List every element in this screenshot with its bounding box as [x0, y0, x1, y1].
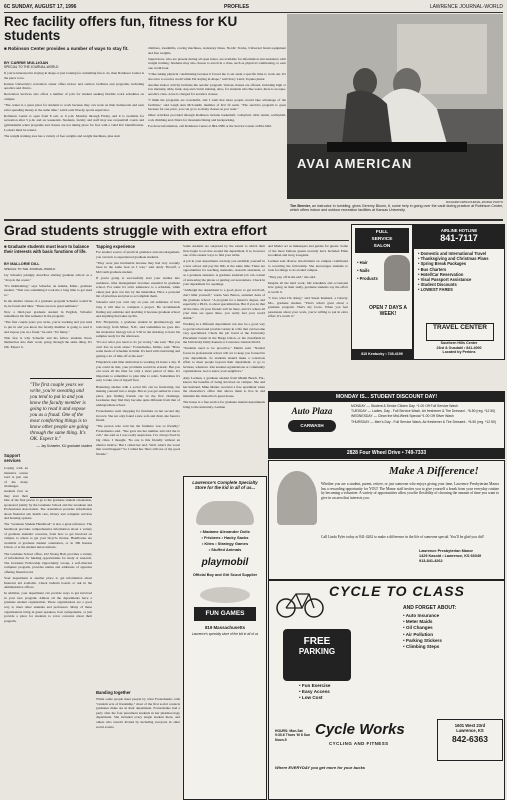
subhead-support-services: Support services	[4, 453, 21, 463]
paragraph: Other activities provided through Robinson include basketball, volleyball, table tennis, walleyball, rock climbing and clinics for mountain biking and backpacking.	[148, 113, 286, 122]
paragraph: "I love what I'm doing," said Susan Kushard, a Liberty, Mo., graduate student. "That's what's great about a graduate program. That's my focus. When you feel passionate about your work, you're willing to put in extra effort. It's worth it."	[268, 295, 348, 319]
volunteer-photo	[277, 471, 317, 525]
travel-service-item: • Visa/ Passport Assistance	[418, 277, 472, 283]
carwash-special: MONDAY — Student & Senior Citizen Day. *1.00 Off Full Service Wash	[351, 404, 458, 408]
story1-byline: BY CARRIE MULLIGAN	[4, 60, 49, 65]
free-parking-line1: FREE	[303, 636, 331, 647]
travel-service-item: • Domestic and International Travel	[418, 251, 487, 256]
paragraph: If you're going to successfully start your studies into residence, time management becomes essential in graduate school. For some it's strict adherence to a schedule, while others just plan can live by the timetables. Have a personal list of priorities and plan to accomplish them.	[96, 275, 180, 299]
toy-store-slogan: Lawrence's specialty store of the kid in all of us	[191, 632, 259, 636]
paragraph: Jay Schaefer jokingly describes starting graduate school as a "drop in the ocean."	[4, 273, 92, 282]
paragraph: Some students are surprised by the extent to which their lives begin to revolve around the department. It is, however one of the easiest ways to find your niche.	[183, 244, 265, 258]
paragraph: In the smaller classes of a graduate program Schaefer would be in, he found and likes. "These are now great seminars."	[4, 298, 92, 308]
paragraph: Recreation Services also offers a number of jobs for student seeking flexible work schedules on campus.	[4, 92, 144, 101]
fun-games-logo: FUN GAMES	[194, 607, 256, 621]
bicycle-illustration	[275, 585, 325, 619]
forget-item: • Air Pollution	[403, 631, 434, 637]
airline-hotline-header	[414, 225, 504, 249]
paragraph: "It's intimidating," says Schaefer, an Adams, Minn., graduate student. "That was something it took me a long time to get used to."	[4, 283, 92, 297]
travel-service-item: • Thanksgiving and Christmas Plans	[418, 256, 489, 262]
travel-service-item: • Bus Charters	[418, 266, 447, 272]
paragraph: Another indoor activity includes the aerobic program. Various classes are offered, including high or low intensity, slide, funk, step and circuit training. Also, for students who like water, there is an aqua-aerobics class. A fee is charged for aerobics classes.	[148, 82, 286, 96]
paragraph: The weight training area has a variety of free weights and weight machines, plus stair	[4, 133, 120, 138]
travel-service-item: • Spring Break Packages	[418, 261, 467, 267]
salon-service-item: • Nails	[357, 268, 370, 273]
photo-caption	[290, 204, 503, 218]
caption-name: Tim Bernier,	[290, 204, 311, 208]
paragraph: "The person who sold me the furniture was so friendly," Fornschenko said. "She gave me her number and told me to call," she said as I was really suspicious. I've always lived in big cities. I thought, 'No one is this friendly without an ulterior motive.' But I called her and, 'Well, what's the worst that could happen?' So I called her. She's still one of my good friends."	[96, 424, 180, 456]
pull-quote-attribution: — Jay Schaefer, KU graduate student	[36, 444, 92, 448]
travel-location-line: Located by Perkins	[442, 350, 476, 355]
paragraph: Amy Lerman, a graduate student from Miami Beach, Fla., knows the benefits of being involved on campus. She and her husband, Mike Mader, received a free apartment when the chancellor's office that allows them to live in and maintain the chancellor's guest house.	[183, 375, 265, 398]
student-discount-banner: MONDAY IS... STUDENT DISCOUNT DAY!	[269, 392, 504, 402]
story2-column-1-narrow	[4, 466, 28, 498]
paragraph: Despite all the hard work, full schedules and occasional how going on their study, graduate students say the effort is worth it.	[268, 280, 348, 294]
toy-product-item: • Frisbees • Hacky Sacks	[201, 535, 249, 540]
free-parking-sign	[283, 629, 351, 681]
salon-service-item: • Products	[357, 276, 378, 281]
story2-column-3	[183, 244, 265, 472]
salon-title-line: SERVICE	[371, 237, 393, 242]
volunteer-call-text: Call Linda Fyler today at 841-4262 to make a difference in the life of someone special. You'll be glad you did!	[321, 535, 484, 539]
carwash-special: WEDNESDAY — Clean the Mid-Week Special *1.00 Off Silver Wash	[351, 414, 454, 419]
make-a-difference-title: Make A Difference!	[389, 465, 479, 477]
paragraph: Lerman said diverse involvement on campus contributed to receiving the fellowship. She encourages students to look for things to do around campus.	[268, 259, 348, 273]
photo-credit: RICHARD GWIN/JOURNAL-WORLD PHOTO	[446, 200, 503, 204]
volunteer-body-text: Whether you are a student, parent, retiree, or just someone who enjoys giving your time, Lawrence Presbyterian Manor has a rewarding opportunity for YOU! The Manor staff invites you to give yourself a break from your everyday routine by becoming a volunteer. A variety of opportunities allow you the flexibility of choosing the amount of time you want to give in an area that interests you.	[321, 482, 499, 500]
toy-product-item: • Madame Alexander Dolls	[200, 529, 250, 534]
paragraph: Working in a different department can also be a good way to get involved and provide variety in a life that can become very specialized. Check the job board at the University Placement Center in the Burge Union, or the classifieds in the University Daily Kansan or Lawrence Journal-World.	[183, 322, 265, 345]
benefit-item: • Low Cost	[299, 695, 323, 700]
forget-item: • Auto Insurance	[403, 613, 440, 618]
paragraph: Eric Fitzpatrick, a graduate student in pharmacology and toxicology from Minot, N.D., said sometimes he goes into the molecular biology lab at 5:30 in the morning to have his samples ready for the afternoon.	[96, 320, 180, 339]
story2-credit: SPECIAL TO THE JOURNAL-WORLD	[4, 267, 56, 271]
story1-column-1	[4, 71, 144, 218]
salon-model-photo	[384, 255, 410, 291]
salon-services	[357, 259, 387, 283]
photo-illustration	[287, 14, 503, 199]
story1-deck: ■ Robinson Center provides a number of ways to stay fit.	[4, 46, 129, 51]
subhead-banding-together: Banding together	[96, 690, 131, 695]
paragraph: The house is a free service for graduate student departments bring to the university. Lerman	[183, 400, 265, 409]
manor-contact	[419, 549, 501, 563]
cycling-benefits	[299, 683, 369, 701]
ad-travel-center	[413, 224, 505, 360]
forget-about-heading: AND FORGET ABOUT:	[403, 605, 457, 611]
salon-title-line: SALON	[373, 244, 391, 249]
carwash-badge: CARWASH	[288, 420, 336, 432]
paragraph: Kansas University's recreation center offers indoor and outdoor facilities and programs, including aerobics and clinics.	[4, 81, 144, 91]
carwash-special: TUESDAY — Ladies, Day - Full Service Wash, Air freshener & Tire Dressed - *6.50 (reg. *12.50)	[351, 409, 496, 414]
auto-plaza-name: Auto Plaza	[291, 406, 333, 416]
scout-supplier-note: Official Boy and Girl Scout Supplier	[192, 573, 258, 577]
paragraph: "I think the programs are wonderful, and I wish that more people would take advantage of the facilities," said Leigh Ann McCaskill, member of KU fit team. "The aerobics program is great because for one price, you can go to as many classes as you want."	[148, 97, 286, 112]
story2-byline: BY MALLORIE DILL	[4, 262, 40, 266]
headline-rule	[4, 240, 349, 241]
manor-phone: 913-841-4262	[419, 558, 443, 563]
photo-sign-text: AVAI AMERICAN	[297, 156, 413, 171]
cycle-address-city: Lawrence, KS	[456, 728, 484, 733]
toy-illustration	[196, 501, 254, 525]
manor-name: Lawrence Presbyterian Manor	[419, 549, 474, 553]
paragraph: Fitzpatrick said time dedication is working 24 hours a day. If you could do that, your problems would be ecstatic. But you can work all the time for only a short period of time. It's important to remember to plan time to relax. Sometimes it's easy to take care of myself first.	[96, 360, 180, 383]
paragraph: Now a third-year graduate student in English, Schaefer remembers his first semester in the program.	[4, 309, 92, 319]
toy-product-item: • Kites • Strategy Games	[201, 541, 249, 546]
bicycle-icon	[275, 585, 325, 619]
ad-auto-plaza-carwash	[268, 391, 505, 459]
paragraph: "Students need to be proactive," Martin said. "Natural forces in professional school will act to keep you focused in your department. So students should make a conscious effort to meet people beyond their department, to go to lectures, whatever. Join student organizations or community organizations. Get to know your neighbors."	[183, 346, 265, 374]
paragraph: "The center is a great place for students to work because they can work on their homework and earn extra spending money at the same time," said Louis Woody, sports supervisor.	[4, 103, 144, 112]
gymnastics-photo	[287, 14, 503, 199]
forget-item: • Oil Changes	[403, 625, 433, 631]
free-parking-line2: PARKING	[298, 647, 336, 656]
forget-item: • Climbing Steps	[403, 644, 440, 650]
cycle-works-logo: Cycle Works	[315, 721, 405, 738]
cycle-to-class-title: CYCLE TO CLASS	[329, 583, 465, 599]
story1-credit: SPECIAL TO THE JOURNAL-WORLD	[4, 65, 59, 69]
benefit-item: • Fun Exercise	[299, 683, 331, 688]
cycle-works-contact	[437, 719, 503, 761]
paragraph: "They pay off in the end," she said.	[268, 274, 316, 279]
travel-service-item: • Hotel/Car Reservation	[418, 271, 464, 277]
cycle-address-street: 1601 West 23rd	[454, 723, 486, 728]
auto-plaza-logo	[277, 406, 347, 444]
section-divider	[4, 219, 503, 221]
ad-cycle-works	[268, 580, 505, 800]
paragraph: While some people meet people by what Fornschenko calls "random acts of friendship," most of the first social contacts graduates make are in their department. Fornschenko had a party after the four placement students in her pharmacology department. She included every single student there, and others who weren't invited by including everyone in other social events.	[96, 697, 180, 729]
story2-column-1-bottom	[4, 498, 92, 798]
paragraph: "They were just invaluable because they had very recently been in the same boat as I was," said Andy Thoroff, a McCouth graduate student.	[96, 260, 180, 274]
paragraph: Supervisors, who are present during all open hours, are available for information and assistance with weight training. Students may also choose to enroll in a class, such as physical conditioning, to earn one credit hour.	[148, 56, 286, 70]
carwash-special: THURSDAY — Men's Day - Full Service Wash, Air freshener & Tire Dressed - *6.50 (reg. *12.50)	[351, 419, 496, 424]
benefit-item: • Easy Access	[299, 689, 330, 694]
travel-location-line: Southern Hills Center	[440, 341, 478, 345]
pull-quote-text: "The first couple years we write, you're sweating and you tend to put in and you know the faculty member is going to read it and expose you as a fraud. One of the most comforting things is to know other people are going through the same thing. It's OK. Expect it."	[30, 382, 89, 442]
story2-column-1-top	[4, 273, 92, 383]
paragraph: A job in your department can help you establish yourself in a new school and pay the bills at the same time. There are opportunities for teaching assistants, research assistants, or as a graduate assistant. A graduate assistant job can consist of answering the phone or putting out newsletters. Check in your department for openings.	[183, 259, 265, 287]
toy-store-address: 819 Massachusetts	[204, 625, 246, 630]
paragraph: and Mader act as innkeepers and guides for guests. Some of the most famous guests recently have included Ellen Goodman and Greg Louganis.	[268, 244, 348, 258]
carwash-address-phone: 2828 Four Wheel Drive • 749-7333	[269, 448, 504, 458]
story1-headline: Rec facility offers fun, fitness for KU students	[4, 14, 238, 43]
paragraph: If you're interested in staying in shape or just looking for something fun to do, then Robinson Center is the place to be.	[4, 71, 144, 80]
paragraph: "I like taking physical conditioning because it forced me to set aside a specific time to work out. It's also nice to receive credit while I'm staying in shape," said Stacy Laird, Topeka junior.	[148, 71, 286, 81]
paragraph: "Although the department is a good place to get involved, don't limit yourself," warns Sara Bairos, assistant dean of the graduate school. "A program for a master's degree, and especially a Ph.D., is about specialization. But if you do that all the time, all your friends will be there, and it's where all your time are spent there, you really feel your world shrink."	[183, 288, 265, 320]
page-date: 6C SUNDAY, AUGUST 17, 1996	[4, 4, 77, 10]
ad-toy-specialty-store	[183, 476, 267, 800]
hotline-phone: 841-7117	[440, 233, 478, 243]
paragraph: Your department is another place to get information about financial aid available. Check bulletin boards or ask in the administrative offices.	[4, 576, 92, 590]
paragraph: "The first couple years you write, you're working and you tend to put in and you know the faculty member is going to read it and expose you as a fraud," he said. "It's funny."	[4, 320, 92, 334]
paragraph: climbers, treadmills, rowing machines, stationary bikes, Nordic Tracks, Universal brand equipment and free weights.	[148, 46, 286, 55]
paper-name: LAWRENCE JOURNAL-WORLD	[429, 4, 503, 10]
travel-services-list	[418, 251, 502, 293]
playmobil-logo: playmobil	[201, 557, 249, 568]
caption-text: an instructor in tumbling, gives Geremy Bloom, 6, some help in going over the vault during practice at Robinson Center, which offers indoor and outdoor recreation facilities at Kansas University.	[290, 204, 503, 213]
travel-center-logo: TRAVEL CENTER	[426, 323, 494, 341]
paragraph: Balancing studies with a social life can be frustrating, but making yourself into a single. But as you get settled in a new place, just finding friends can be the first challenge. Graduates may find they become quite different from that of undergraduate school.	[96, 384, 180, 407]
paragraph: For more information, call Robinson Center at 864-3386 or the Service Center at 864-3491.	[148, 123, 273, 128]
story2-headline: Grad students struggle with extra effort	[4, 222, 267, 238]
story2-column-2-bottom	[96, 697, 180, 798]
subhead-tapping-experience: Tapping experience	[96, 244, 136, 249]
page-header	[4, 3, 503, 13]
paragraph: The Graduate School office, 222 Strong Hall, provides a variety of information for funding opportunities for study or research. The Graduate Fellowship Opportunity Group, a self-directed computer program, provides names and addresses of agencies offering financial aid.	[4, 551, 92, 574]
cycle-phone: 842-6363	[452, 734, 488, 744]
story2-column-4	[268, 244, 348, 387]
travel-service-item: • LOWEST FARES	[418, 287, 453, 293]
toy-product-list	[187, 529, 263, 553]
travel-service-item: • Student Discounts	[418, 282, 457, 288]
salon-service-item: • Hair	[357, 260, 368, 265]
forget-item: • Parking Stickers	[403, 637, 442, 643]
cycle-works-subtitle: CYCLING AND FITNESS	[329, 741, 389, 746]
paragraph: Robinson Center is open from 8 a.m. to 6 p.m. Monday through Friday, and it is available for recreation after 5 p.m. and on weekends. Students, faculty and staff may use racquetball courts and gymnasiums when programs and classes are not taking place for free with a valid KU identification. Lockers must be rented.	[4, 113, 144, 132]
cycle-works-slogan: Where EVERYDAY you get more for your bucks	[275, 765, 366, 770]
paragraph: The "Graduate Student Handbook" is also a great reference. The handbook provides comprehensive information about a variety of graduate students' concerns, from how to get involved on campus to where to get your bicycle license. Handbooks are available at graduate student orientation, or in 300 Kansas Union, or at the student union stations.	[4, 522, 92, 550]
carwash-weekly-specials	[351, 404, 501, 424]
story1-column-2	[148, 46, 286, 218]
forget-item: • Meter Maids	[403, 619, 433, 625]
paragraph: Schaefer said you can't rely on your old estimates of how long it will take to complete a project. He recommends finding any estimate and doubling it because graduate school and anything that takes up life.	[96, 300, 180, 319]
toy-product-item: • Stuffed Animals	[208, 547, 242, 552]
paragraph: "It's not what you need to do [at work]," she said. "But you can't live in work alone." Fornschenko, Dallas, said. "Have some mode of schedule in mind. It's hard with structuring and getting a lot of time off at the end."	[96, 340, 180, 358]
scout-emblem	[200, 587, 250, 603]
ad-full-service-salon	[351, 224, 413, 360]
paragraph: In addition, your department can provide ways to get involved in your new program. Almost all the departments have a graduate student organization. These organizations are a good way to meet other students and professors. Many of these organizations bring in guest speakers, host symposiums, or just provide a place for students to voice concerns about their program.	[4, 591, 92, 623]
paragraph: That fear is why Schaefer and his fellow students throw themselves into their work, going through the same thing. It's OK. Expect it.	[4, 335, 92, 349]
toy-store-tagline: Lawrence's Complete Specialty Store for the kid in all of us...	[192, 480, 258, 491]
store-hours: HOURS: Mon-Sat 9:30-6 Thurs 'til 8 Sun Noon-5	[275, 729, 311, 742]
salon-title-line: FULL	[375, 230, 389, 235]
story2-column-2	[96, 250, 180, 680]
pull-quote	[30, 378, 92, 498]
story2-deck: ■ Graduate students must learn to balance their interests with basic functions of life.	[4, 244, 89, 254]
paragraph: Fornschenko went shopping for furniture on her second day in town. She not only found a new sofa and chair, she found a friend.	[96, 409, 180, 423]
manor-address: 1429 Kasold • Lawrence, KS 66049	[419, 553, 482, 558]
paragraph: For another source of practical guidance and encouragement, you can turn to experienced graduate students.	[96, 250, 180, 259]
section-name: PROFILES	[224, 4, 250, 10]
travel-center-location	[414, 341, 504, 355]
salon-logo	[355, 228, 409, 253]
hotline-label: AIRLINE HOTLINE	[440, 228, 478, 233]
forget-about-list	[403, 613, 501, 650]
ad-presbyterian-manor	[268, 460, 505, 580]
paragraph: One of the first places to go is the graduate student orientation, sponsored jointly by the Graduate School and the Graduate and Professional Association. The orientation provides information about financial aid, health care, library and computer services and housing options.	[4, 498, 92, 521]
paragraph: Coping with an intensive course load is just one of the many challenges students face as they start their	[4, 466, 28, 498]
salon-address-phone: 810 Kentucky • 749-4199	[352, 349, 412, 359]
salon-open-days: OPEN 7 DAYS A WEEK!	[369, 305, 407, 317]
travel-location-line: 23rd & Ousdahl • 841-4000	[436, 345, 482, 350]
